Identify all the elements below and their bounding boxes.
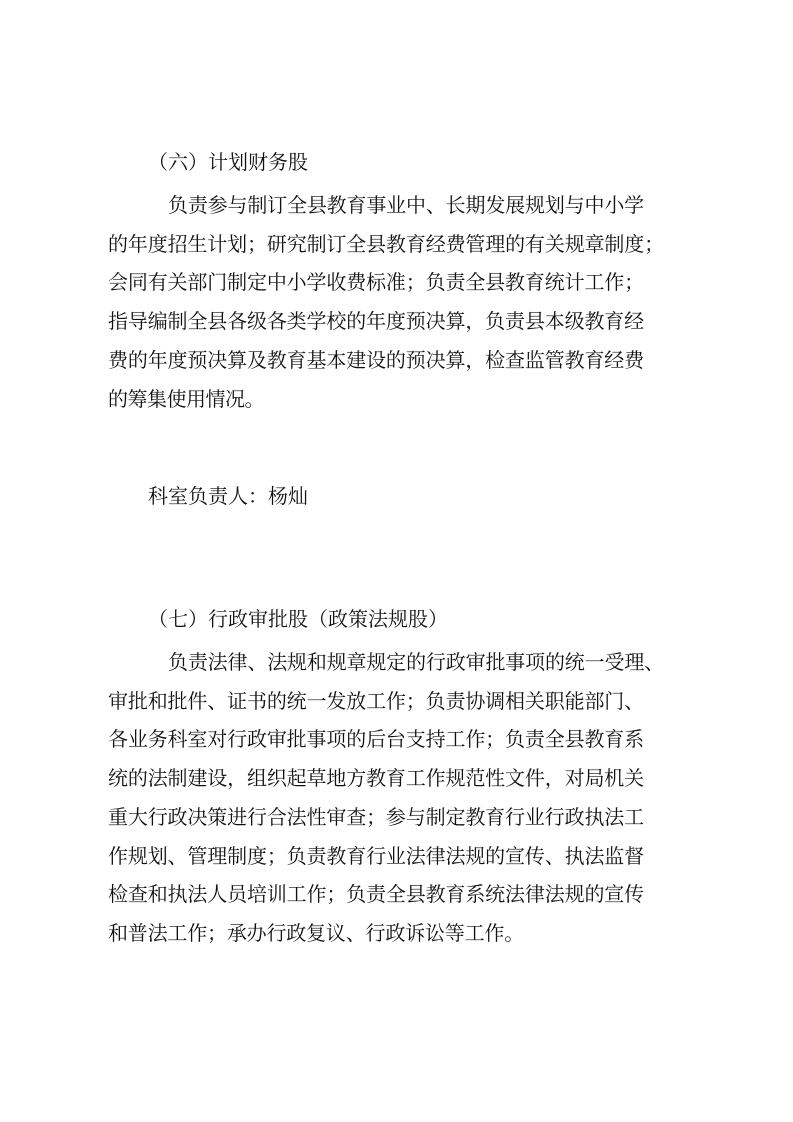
section-6-contact: [108, 482, 698, 510]
section-6-heading: （六）计划财务股: [148, 150, 308, 174]
section-7-line: 审批和批件、证书的统一发放工作；负责协调相关职能部门、: [108, 688, 644, 713]
section-7-body: [108, 643, 698, 953]
section-7-line: 重大行政决策进行合法性审查；参与制定教育行业行政执法工: [108, 804, 644, 829]
section-7-line: 检查和执法人员培训工作；负责全县教育系统法律法规的宣传: [108, 882, 644, 907]
section-7-line: 作规划、管理制度；负责教育行业法律法规的宣传、执法监督: [108, 843, 644, 868]
section-7-line: 各业务科室对行政审批事项的后台支持工作；负责全县教育系: [108, 727, 644, 752]
section-administrative-approval: [108, 605, 698, 633]
section-6-line: 的筹集使用情况。: [108, 386, 264, 411]
section-6-line: 负责参与制订全县教育事业中、长期发展规划与中小学: [168, 193, 644, 217]
section-6-contact-person: 科室负责人：杨灿: [148, 484, 308, 508]
section-6-line: 费的年度预决算及教育基本建设的预决算，检查监管教育经费: [108, 347, 644, 372]
section-6-line: 会同有关部门制定中小学收费标准；负责全县教育统计工作；: [108, 270, 644, 295]
section-planning-finance: [108, 148, 698, 176]
section-6-line: 的年度招生计划；研究制订全县教育经费管理的有关规章制度；: [108, 231, 664, 256]
section-7-heading: （七）行政审批股（政策法规股）: [148, 607, 448, 631]
section-6-line: 指导编制全县各级各类学校的年度预决算，负责县本级教育经: [108, 309, 644, 334]
section-6-body: [108, 186, 698, 418]
section-7-line: 统的法制建设，组织起草地方教育工作规范性文件，对局机关: [108, 766, 644, 791]
section-7-line: 和普法工作；承办行政复议、行政诉讼等工作。: [108, 920, 524, 945]
section-7-line: 负责法律、法规和规章规定的行政审批事项的统一受理、: [168, 650, 664, 674]
